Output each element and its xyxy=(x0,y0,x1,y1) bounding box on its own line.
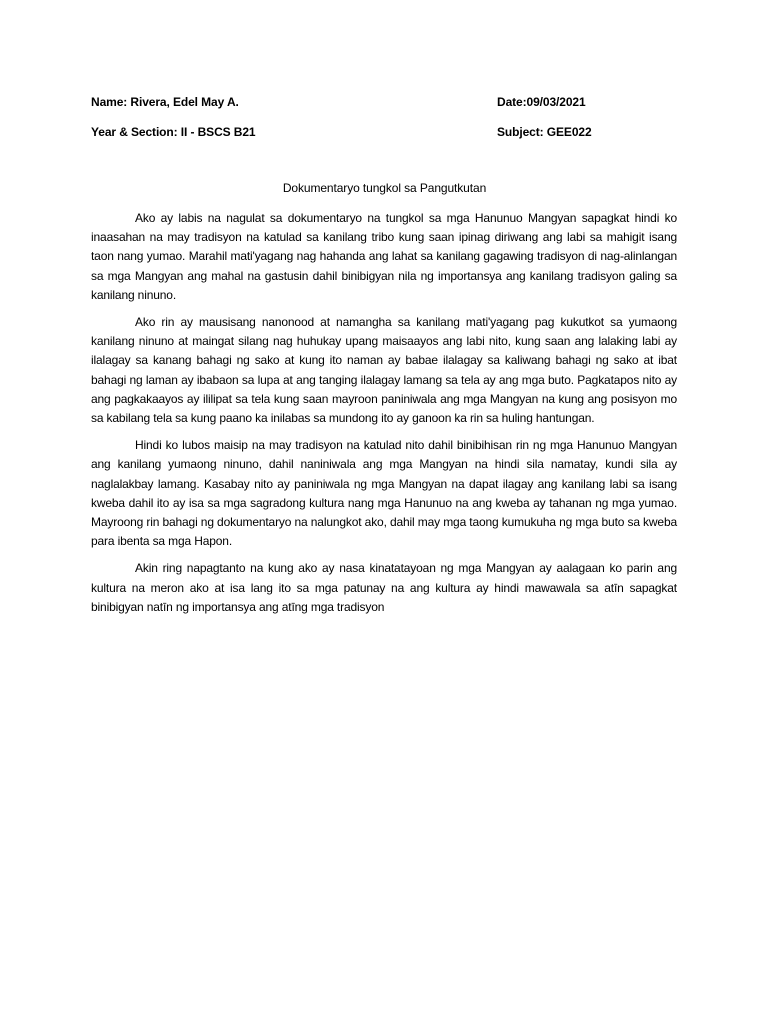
student-name: Name: Rivera, Edel May A. xyxy=(91,95,239,109)
paragraph-1: Ako ay labis na nagulat sa dokumentaryo na tungkol sa mga Hanunuo Mangyan sapagkat hindi ko inaasahan na may tradisyon na katulad sa kanilang tribo kung saan ipinag diriwang ang labi sa mahigit isang taon nang yumao. Marahil mati'yagang nag hahanda ang lahat sa kanilang gagawing tradisyon di nag-alinlangan sa mga Mangyan ang mahal na gastusin dahil binibigyan nila ng importansya ang kanilang tradisyon galing sa kanilang ninuno. xyxy=(91,211,677,302)
submission-date: Date:09/03/2021 xyxy=(497,95,586,109)
year-section: Year & Section: II - BSCS B21 xyxy=(91,125,256,139)
document-title: Dokumentaryo tungkol sa Pangutkutan xyxy=(282,181,487,195)
paragraph-4: Akin ring napagtanto na kung ako ay nasa kinatatayoan ng mga Mangyan ay aalagaan ko parin ang kultura na meron ako at isa lang ito sa mga patunay na ang kultura ay hindi mawawala sa atīn sapagkat binibigyan natīn ng importansya ang atīng mga tradisyon xyxy=(91,561,677,614)
subject-code: Subject: GEE022 xyxy=(497,125,592,139)
document-body xyxy=(91,209,677,625)
paragraph-2: Ako rin ay mausisang nanonood at namangha sa kanilang mati'yagang pag kukutkot sa yumaong kanilang ninuno at maingat silang nag huhukay upang maisaayos ang labi nito, kung saan ang lalaking labi ay ilalagay sa kanang bahagi ng sako at kung ito naman ay babae ilalagay sa kaliwang bahagi ng sako at ibat bahagi ng laman ay ibabaon sa lupa at ang tanging ilalagay lamang sa tela ay ang mga buto. Pagkatapos nito ay ang pagkakaayos ay ililipat sa tela kung saan mayroon paniniwala ang mga Mangyan na kung ang posisyon mo sa kabilang tela sa kung paano ka inilabas sa mundong ito ay ganoon ka rin sa huling hantungan. xyxy=(91,315,677,426)
paragraph-3: Hindi ko lubos maisip na may tradisyon na katulad nito dahil binibihisan rin ng mga Hanunuo Mangyan ang kanilang yumaong ninuno, dahil naniniwala ang mga Mangyan na hindi sila namatay, kundi sila ay naglalakbay lamang. Kasabay nito ay paniniwala ng mga Mangyan na dapat ilagay ang kanilang labi sa isang kweba dahil ito ay isa sa mga sagradong kultura nang mga Hanunuo na ang kweba ay tahanan ng mga yumao. Mayroong rin bahagi ng dokumentaryo na nalungkot ako, dahil may mga taong kumukuha ng mga buto sa kweba para ibenta sa mga Hapon. xyxy=(91,438,677,549)
